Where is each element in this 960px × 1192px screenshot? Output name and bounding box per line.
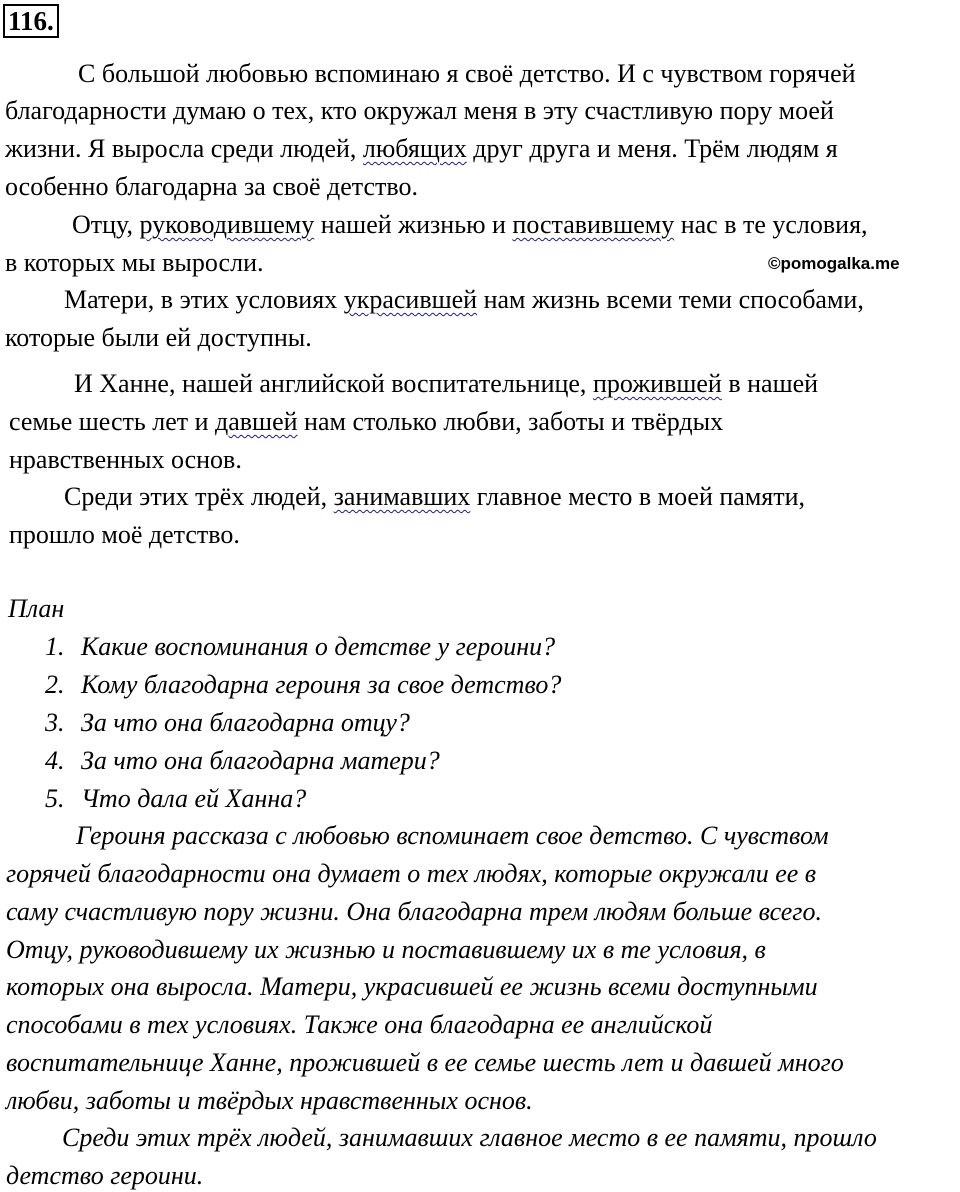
- answer-line: способами в тех условиях. Также она благодарна ее английской: [6, 1010, 713, 1039]
- plan-item-number: 2.: [45, 670, 65, 699]
- plan-item: [45, 784, 307, 814]
- text-line: благодарности думаю о тех, кто окружал меня в эту счастливую пору моей: [5, 96, 834, 125]
- answer-line: саму счастливую пору жизни. Она благодарна трем людям больше всего.: [6, 897, 822, 926]
- text-line: [64, 285, 864, 315]
- text-segment: главное место в моей памяти,: [470, 482, 806, 511]
- text-segment: в нашей: [721, 369, 819, 398]
- plan-item-text: Какие воспоминания о детстве у героини?: [81, 632, 556, 661]
- plan-item: [45, 670, 562, 700]
- answer-line: детство героини.: [6, 1161, 204, 1190]
- text-segment: друг друга и меня. Трём людям я: [466, 134, 838, 163]
- text-line: [72, 210, 868, 240]
- text-segment: И Ханне, нашей английской воспитательнице,: [74, 369, 593, 398]
- participle-underlined: любящих: [362, 134, 467, 163]
- text-line: особенно благодарна за своё детство.: [5, 172, 418, 201]
- text-line: нравственных основ.: [9, 445, 242, 474]
- text-segment: жизни. Я выросла среди людей,: [5, 134, 363, 163]
- participle-underlined: украсившей: [343, 285, 478, 314]
- plan-item-text: Кому благодарна героиня за свое детство?: [81, 670, 562, 699]
- plan-item-text: За что она благодарна матери?: [81, 746, 440, 775]
- answer-line: которых она выросла. Матери, украсившей ее жизнь всеми доступными: [6, 972, 818, 1001]
- plan-item-number: 4.: [45, 746, 65, 775]
- participle-underlined: занимавших: [333, 482, 471, 511]
- text-segment: Отцу,: [72, 210, 140, 239]
- answer-line: Героиня рассказа с любовью вспоминает свое детство. С чувством: [76, 821, 829, 850]
- answer-line: Среди этих трёх людей, занимавших главное место в ее памяти, прошло: [62, 1123, 877, 1152]
- plan-item-number: 3.: [45, 708, 65, 737]
- plan-item: [45, 632, 556, 662]
- text-segment: семье шесть лет и: [9, 407, 216, 436]
- plan-item-text: Что дала ей Ханна?: [81, 784, 307, 813]
- plan-item: [45, 746, 440, 776]
- text-segment: нам жизнь всеми теми способами,: [477, 285, 864, 314]
- text-line: [64, 482, 805, 512]
- participle-underlined: прожившей: [592, 369, 722, 398]
- plan-title: План: [8, 594, 65, 623]
- exercise-number: 116.: [3, 4, 59, 38]
- plan-item-number: 1.: [45, 632, 65, 661]
- text-line: [9, 407, 723, 437]
- text-line: [74, 369, 818, 399]
- watermark: ©pomogalka.me: [768, 254, 900, 273]
- text-segment: нам столько любви, заботы и твёрдых: [297, 407, 724, 436]
- plan-item-text: За что она благодарна отцу?: [81, 708, 410, 737]
- text-line: С большой любовью вспоминаю я своё детство. И с чувством горячей: [78, 59, 856, 88]
- participle-underlined: поставившему: [512, 210, 675, 239]
- answer-line: воспитательнице Ханне, прожившей в ее семье шесть лет и давшей много: [6, 1048, 844, 1077]
- text-segment: нашей жизнью и: [314, 210, 513, 239]
- participle-underlined: давшей: [215, 407, 298, 436]
- answer-line: Отцу, руководившему их жизнью и поставившему их в те условия, в: [6, 935, 766, 964]
- text-segment: Среди этих трёх людей,: [64, 482, 334, 511]
- text-line: [5, 134, 838, 164]
- answer-line: любви, заботы и твёрдых нравственных основ.: [6, 1086, 533, 1115]
- text-line: прошло моё детство.: [9, 520, 240, 549]
- text-segment: нас в те условия,: [674, 210, 868, 239]
- answer-line: горячей благодарности она думает о тех людях, которые окружали ее в: [6, 859, 817, 888]
- text-segment: Матери, в этих условиях: [64, 285, 344, 314]
- text-line: которые были ей доступны.: [5, 323, 312, 352]
- text-line: в которых мы выросли.: [5, 248, 264, 277]
- plan-item: [45, 708, 410, 738]
- plan-item-number: 5.: [45, 784, 65, 813]
- participle-underlined: руководившему: [139, 210, 315, 239]
